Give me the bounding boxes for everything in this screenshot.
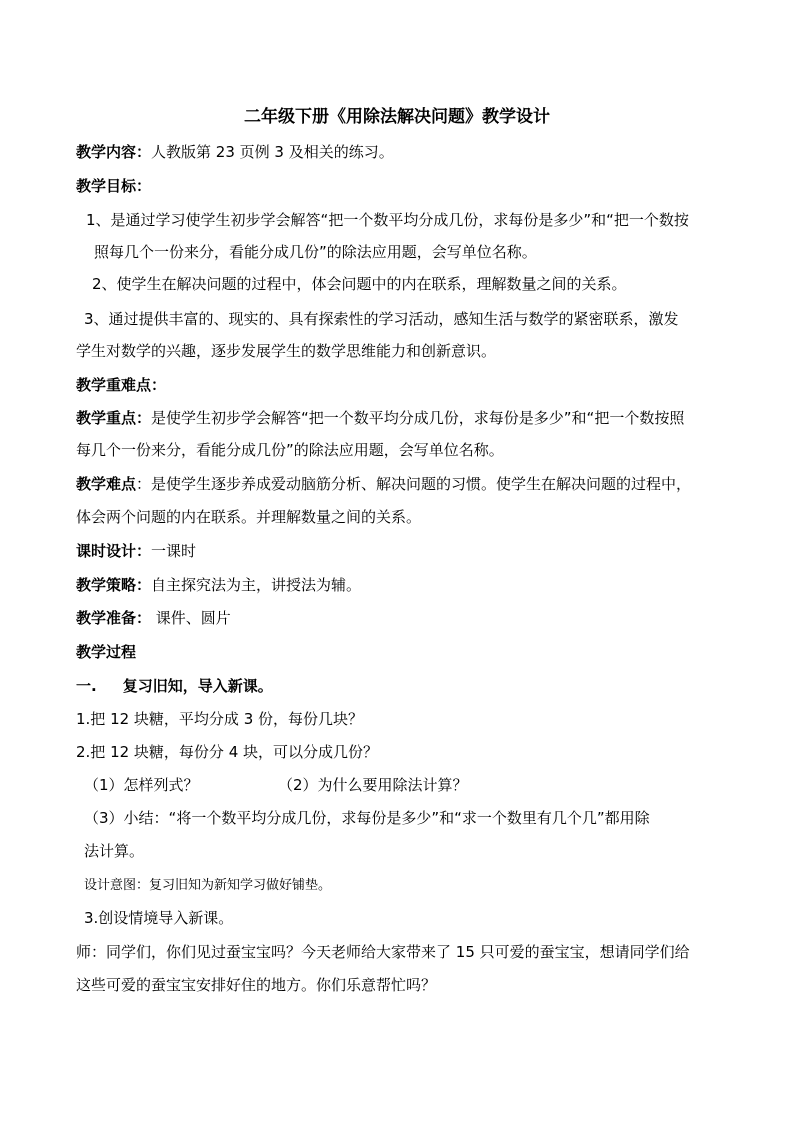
key-point-label: 教学重点： xyxy=(76,409,152,427)
hours-line xyxy=(76,541,196,561)
hours-label: 课时设计： xyxy=(76,542,152,560)
goal-1-line-2: 照每几个一份来分，看能分成几份”的除法应用题，会写单位名称。 xyxy=(94,243,537,261)
keys-heading: 教学重难点： xyxy=(76,376,167,394)
document-title: 二年级下册《用除法解决问题》教学设计 xyxy=(244,107,550,127)
summary-line-2: 法计算。 xyxy=(84,842,145,860)
key-point-text: 是使学生初步学会解答“把一个数平均分成几份，求每份是多少”和“把一个数按照 xyxy=(151,409,685,427)
prep-line xyxy=(76,608,231,628)
sub-question-1: （1）怎样列式？ xyxy=(84,776,199,794)
key-point-line-1 xyxy=(76,408,684,428)
strategy-line xyxy=(76,575,361,595)
goal-3-line-2: 学生对数学的兴趣，逐步发展学生的数学思维能力和创新意识。 xyxy=(76,342,497,360)
content-text: 人教版第 23 页例 3 及相关的练习。 xyxy=(151,143,394,161)
content-label: 教学内容： xyxy=(76,143,152,161)
goal-1-line-1: 1、是通过学习使学生初步学会解答“把一个数平均分成几份，求每份是多少”和“把一个数按 xyxy=(86,211,689,229)
goal-3-line-1: 3、通过提供丰富的、现实的、具有探索性的学习活动，感知生活与数学的紧密联系，激发 xyxy=(84,310,679,328)
question-1: 1.把 12 块糖，平均分成 3 份，每份几块？ xyxy=(76,710,364,728)
hours-text: 一课时 xyxy=(151,542,197,560)
goals-heading: 教学目标： xyxy=(76,177,152,195)
section-1-title: 复习旧知，导入新课。 xyxy=(122,677,273,695)
prep-text: 课件、圆片 xyxy=(151,609,231,627)
step-3: 3.创设情境导入新课。 xyxy=(84,909,234,927)
process-heading: 教学过程 xyxy=(76,643,137,661)
key-point-line-2: 每几个一份来分，看能分成几份”的除法应用题，会写单位名称。 xyxy=(76,441,504,459)
teacher-line-2: 这些可爱的蚕宝宝安排好住的地方。你们乐意帮忙吗？ xyxy=(76,976,437,994)
difficulty-line-2: 体会两个问题的内在联系。并理解数量之间的关系。 xyxy=(76,508,422,526)
difficulty-label: 教学难点 xyxy=(76,475,137,493)
prep-label: 教学准备： xyxy=(76,609,152,627)
content-line xyxy=(76,142,394,162)
teacher-line-1: 师：同学们，你们见过蚕宝宝吗？今天老师给大家带来了 15 只可爱的蚕宝宝，想请同学们给 xyxy=(76,943,690,961)
strategy-text: 自主探究法为主，讲授法为辅。 xyxy=(151,576,362,594)
sub-question-2: （2）为什么要用除法计算？ xyxy=(278,776,468,794)
difficulty-line-1 xyxy=(76,474,691,494)
section-1-heading xyxy=(76,676,273,696)
section-1-number: 一. xyxy=(76,677,97,695)
strategy-label: 教学策略： xyxy=(76,576,152,594)
difficulty-text: ：是使学生逐步养成爱动脑筋分析、解决问题的习惯。使学生在解决问题的过程中， xyxy=(136,475,692,493)
question-2: 2.把 12 块糖，每份分 4 块，可以分成几份？ xyxy=(76,743,379,761)
design-intent-note: 设计意图：复习旧知为新知学习做好铺垫。 xyxy=(84,878,332,893)
goal-2: 2、使学生在解决问题的过程中，体会问题中的内在联系，理解数量之间的关系。 xyxy=(92,275,627,293)
summary-line-1: （3）小结：“将一个数平均分成几份，求每份是多少”和“求一个数里有几个几”都用除 xyxy=(84,809,650,827)
